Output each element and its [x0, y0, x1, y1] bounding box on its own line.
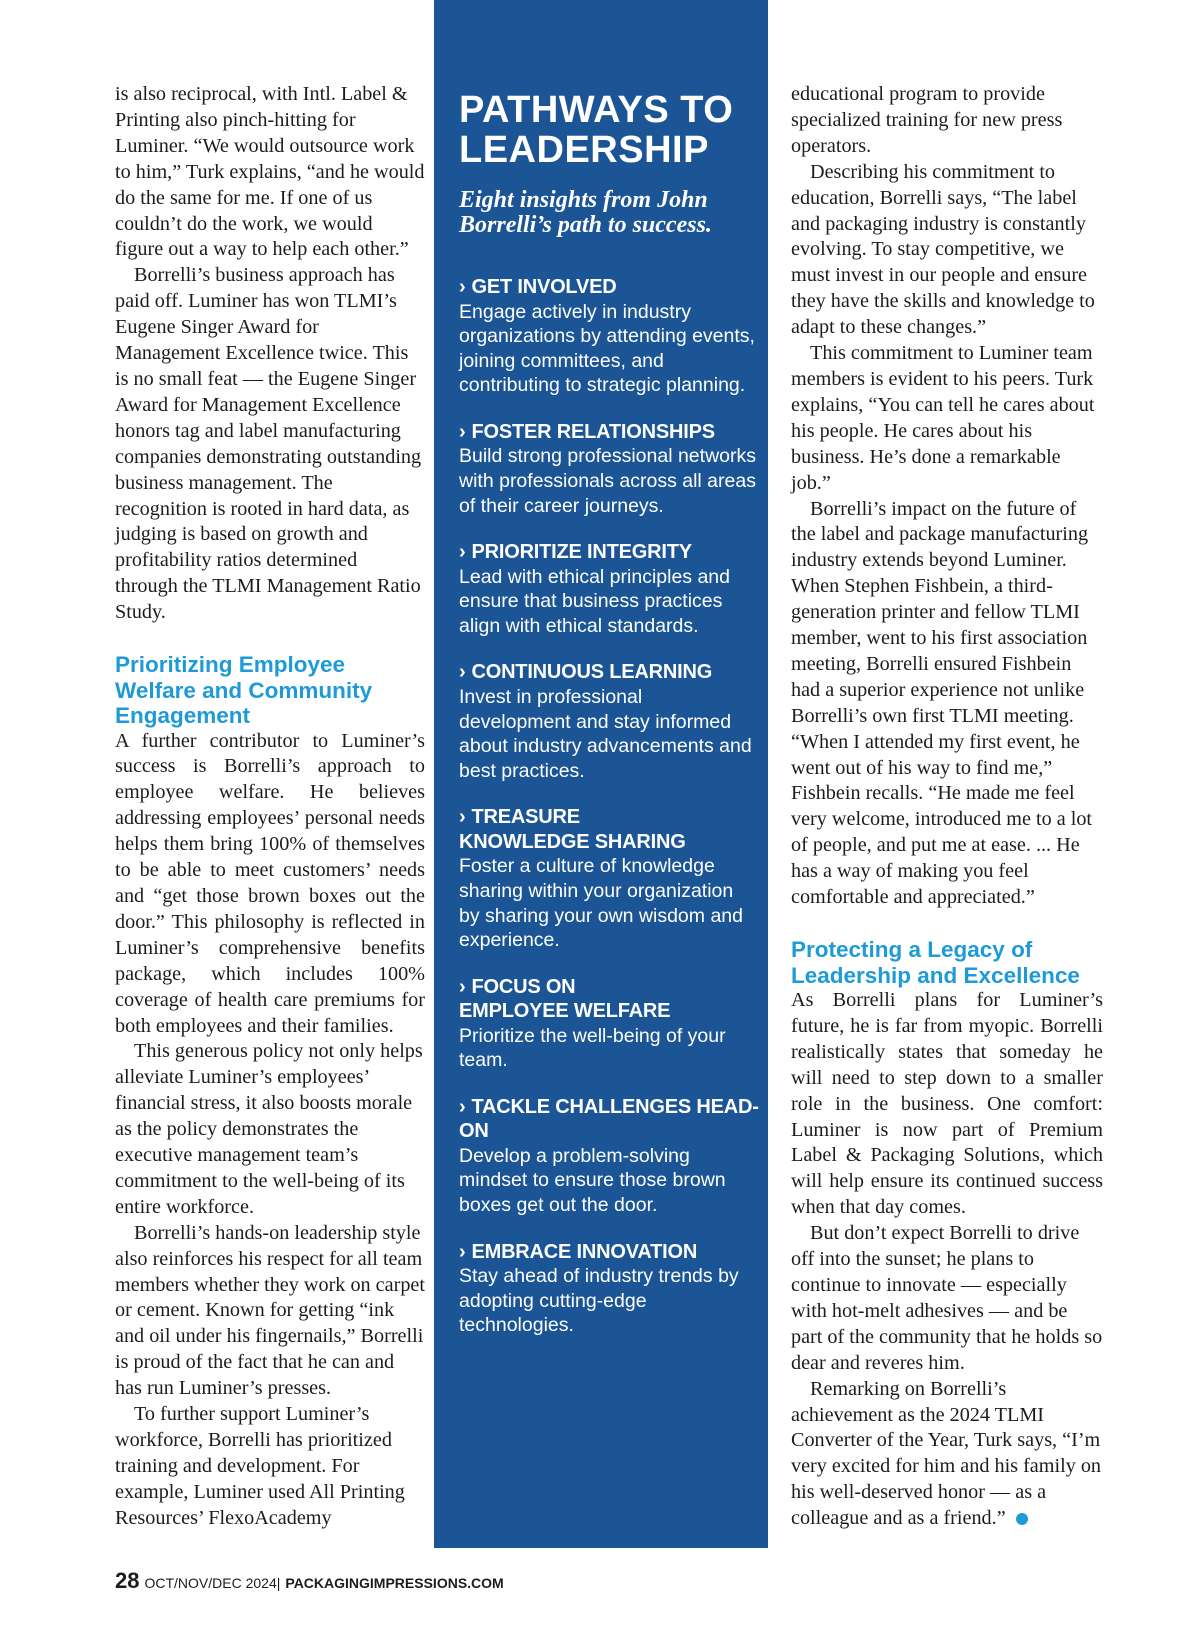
end-mark-icon — [1016, 1513, 1028, 1525]
body-paragraph: is also reciprocal, with Intl. Label & Printing also pinch-hitting for Luminer. “We would outsource work to him,” Turk explains, “and he would do the same for me. If one of us couldn’t do the work, we would figure out a way to help each other.” — [115, 83, 425, 261]
insight-item — [459, 1095, 759, 1218]
insight-body: Prioritize the well-being of your team. — [459, 1024, 726, 1072]
insight-title: › EMBRACE INNOVATION — [459, 1240, 698, 1263]
insight-item — [459, 805, 759, 952]
chevron-right-icon: › — [459, 420, 466, 443]
insight-body: Build strong professional networks with professionals across all areas of their career journeys. — [459, 445, 756, 517]
chevron-right-icon: › — [459, 806, 466, 829]
insight-body: Stay ahead of industry trends by adopting cutting-edge technologies. — [459, 1265, 739, 1337]
insight-body: Foster a culture of knowledge sharing within your organization by sharing your own wisdom and experience. — [459, 855, 743, 952]
chevron-right-icon: › — [459, 1240, 466, 1263]
section-heading: Prioritizing Employee Welfare and Community Engagement — [115, 652, 373, 729]
body-paragraph: Describing his commitment to education, Borrelli says, “The label and packaging industry is constantly evolving. To stay competitive, we must invest in our people and ensure they have the skills and knowledge to adapt to these changes.” — [791, 160, 1095, 339]
insight-body: Engage actively in industry organizations by attending events, joining committees, and contributing to strategic planning. — [459, 300, 755, 397]
insight-item — [459, 1240, 759, 1338]
body-paragraph: A further contributor to Luminer’s success is Borrelli’s approach to employee welfare. He believes addressing employees’ personal needs helps them bring 100% of themselves to be able to meet customers’ needs and “get those brown boxes out the door.” This philosophy is reflected in Luminer’s comprehensive benefits package, which includes 100% coverage of health care premiums for both employees and their families. — [115, 729, 425, 1037]
insight-item — [459, 975, 759, 1073]
insight-body: Invest in professional development and stay informed about industry advancements and best practices. — [459, 685, 752, 782]
chevron-right-icon: › — [459, 661, 466, 684]
body-paragraph: This generous policy not only helps alleviate Luminer’s employees’ financial stress, it also boosts morale as the policy demonstrates the executive management team’s commitment to the well-being of its entire workforce. — [115, 1040, 423, 1218]
issue-date: OCT/NOV/DEC 2024| — [144, 1575, 281, 1591]
insight-title: › TACKLE CHALLENGES HEAD-ON — [459, 1095, 759, 1143]
insight-item — [459, 540, 759, 638]
insight-title: › FOCUS ON EMPLOYEE WELFARE — [459, 975, 671, 1023]
insight-item — [459, 420, 759, 518]
chevron-right-icon: › — [459, 1095, 466, 1118]
chevron-right-icon: › — [459, 276, 466, 298]
body-paragraph: But don’t expect Borrelli to drive off into the sunset; he plans to continue to innovate — especially with hot-melt adhesives — and be part of the community that he holds so dear and reveres him. — [791, 1222, 1103, 1374]
insight-item — [459, 275, 759, 398]
right-column — [791, 82, 1103, 1532]
insight-title: › PRIORITIZE INTEGRITY — [459, 541, 692, 564]
page-footer — [115, 1568, 504, 1594]
chevron-right-icon: › — [459, 541, 466, 564]
body-paragraph: Borrelli’s hands-on leadership style also reinforces his respect for all team members whether they work on carpet or cement. Known for getting “ink and oil under his fingernails,” Borrelli is proud of the fact that he can and has run Luminer’s presses. — [115, 1221, 425, 1400]
insight-title: › TREASURE KNOWLEDGE SHARING — [459, 806, 686, 853]
insight-title: › CONTINUOUS LEARNING — [459, 661, 713, 684]
body-paragraph: As Borrelli plans for Luminer’s future, he is far from myopic. Borrelli realistically states that someday he will need to step down to a smaller role in the business. One comfort: Luminer is now part of Premium Label & Packaging Solutions, which will help ensure its continued success when that day comes. — [791, 989, 1103, 1219]
section-heading: Protecting a Legacy of Leadership and Excellence — [791, 937, 1080, 988]
body-paragraph — [791, 1377, 1103, 1532]
left-column — [115, 82, 425, 1532]
body-paragraph: This commitment to Luminer team members is evident to his peers. Turk explains, “You can tell he cares about his people. He cares about his business. He’s done a remarkable job.” — [791, 342, 1095, 494]
body-paragraph: Borrelli’s business approach has paid off. Luminer has won TLMI’s Eugene Singer Award for Management Excellence twice. This is no small feat — the Eugene Singer Award for Management Excellence honors tag and label manufacturing companies demonstrating outstanding business management. The recognition is rooted in hard data, as judging is based on growth and profitability ratios determined through the TLMI Management Ratio Study. — [115, 264, 422, 624]
body-paragraph: Borrelli’s impact on the future of the label and package manufacturing industry extends beyond Luminer. When Stephen Fishbein, a third-generation printer and fellow TLMI member, went to his first association meeting, Borrelli ensured Fishbein had a superior experience not unlike Borrelli’s own first TLMI meeting. “When I attended my first event, he went out of his way to find me,” Fishbein recalls. “He made me feel very welcome, introduced me to a lot of people, and put me at ease. ... He has a way of making you feel comfortable and appreciated.” — [791, 497, 1093, 909]
insight-title: › GET INVOLVED — [459, 276, 617, 298]
pathways-sidebar — [434, 0, 768, 1548]
body-paragraph: To further support Luminer’s workforce, Borrelli has prioritized training and development. For example, Luminer used All Printing Resources’ FlexoAcademy — [115, 1403, 405, 1529]
insight-body: Develop a problem-solving mindset to ensure those brown boxes get out the door. — [459, 1144, 726, 1217]
insight-body: Lead with ethical principles and ensure that business practices align with ethical standards. — [459, 565, 731, 637]
website-link[interactable]: PACKAGINGIMPRESSIONS.COM — [285, 1575, 504, 1591]
sidebar-title: PATHWAYS TO LEADERSHIP — [459, 89, 734, 171]
page-number: 28 — [115, 1568, 140, 1593]
insight-item — [459, 660, 759, 783]
body-paragraph: educational program to provide specialized training for new press operators. — [791, 83, 1063, 157]
chevron-right-icon: › — [459, 975, 466, 998]
sidebar-content — [459, 91, 759, 1338]
insight-title: › FOSTER RELATIONSHIPS — [459, 420, 715, 443]
sidebar-subtitle: Eight insights from John Borrelli’s path to success. — [459, 187, 712, 238]
closing-text: Remarking on Borrelli’s achievement as the 2024 TLMI Converter of the Year, Turk says, “I’m very excited for him and his family on his well-deserved honor — as a colleague and as a friend.” — [791, 1377, 1102, 1530]
